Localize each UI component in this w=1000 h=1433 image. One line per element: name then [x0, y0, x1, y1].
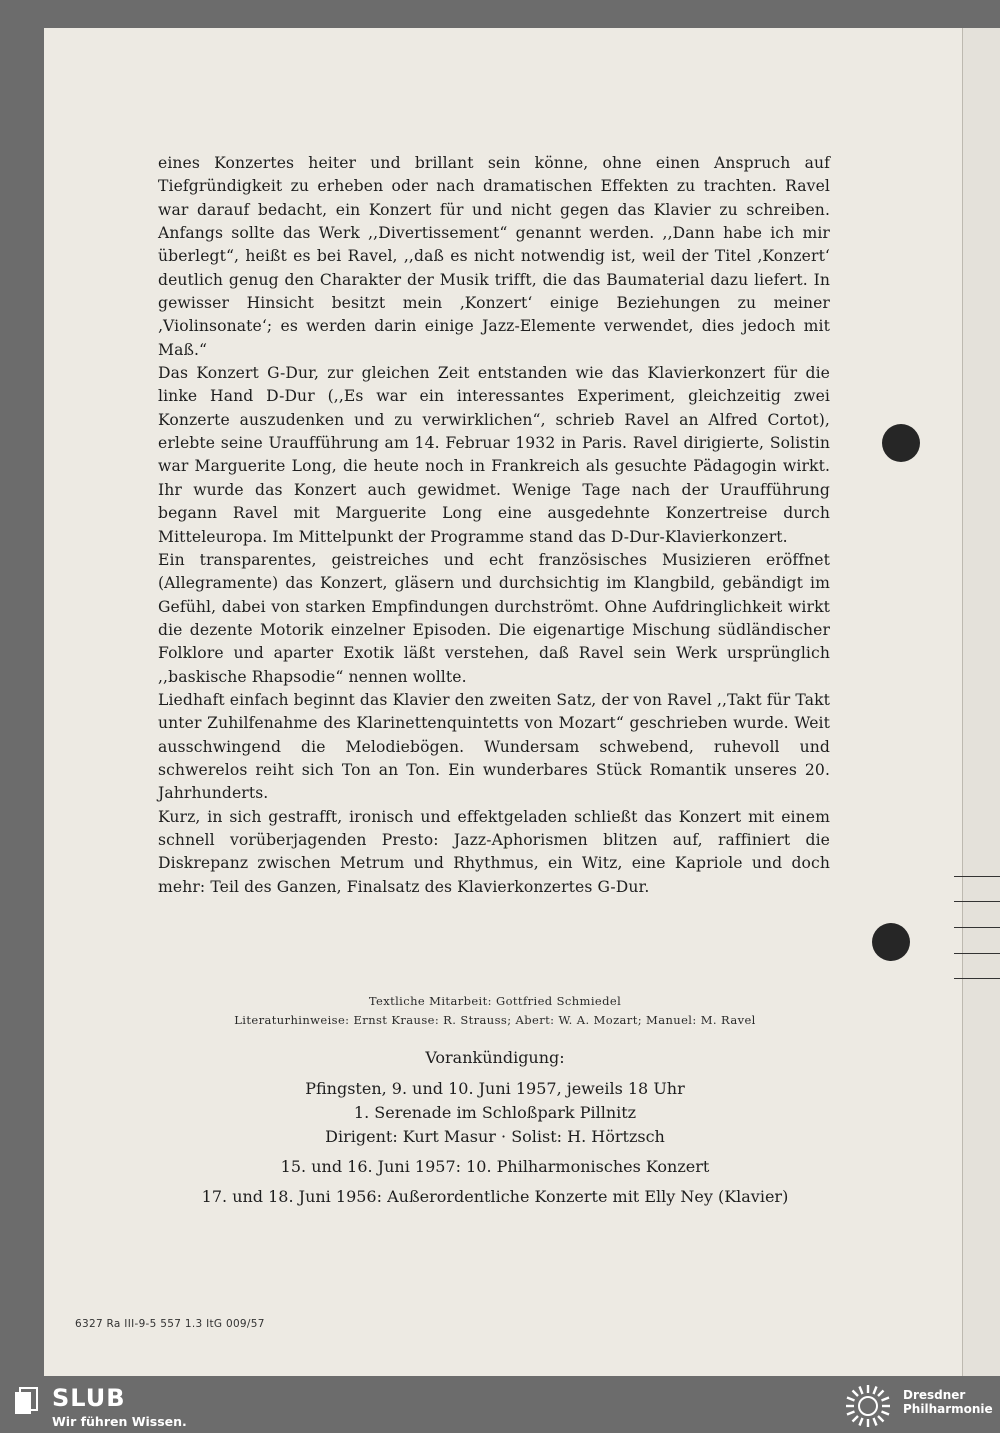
philharmonie-name: [903, 1388, 993, 1416]
footer-bar: [0, 1376, 1000, 1433]
event1-title: 1. Serenade im Schloßpark Pillnitz: [353, 1103, 637, 1122]
credits-block: [150, 992, 840, 1030]
paragraph: Kurz, in sich gestrafft, ironisch und effektgeladen schließt das Konzert mit einem schnell vorüberjagenden Presto: Jazz-Aphorismen blitzen auf, raffiniert die Diskrepanz zwischen Metrum und Rhythmus, ein Witz, eine Kapriole und doch mehr: Teil des Ganzen, Finalsatz des Klavierkonzertes G-Dur.: [158, 807, 830, 896]
article-body: [158, 152, 830, 899]
slub-logo-icon: [14, 1387, 38, 1415]
edge-mark-line: [954, 927, 1000, 928]
edge-mark-line: [954, 876, 1000, 877]
event1-people: Dirigent: Kurt Masur · Solist: H. Hörtzsch: [325, 1127, 665, 1146]
announcement-block: [150, 1048, 840, 1209]
punch-hole-top: [882, 424, 920, 462]
announcement-heading: Vorankündigung:: [425, 1048, 565, 1067]
edge-mark-line: [954, 978, 1000, 979]
paragraph: Das Konzert G-Dur, zur gleichen Zeit entstanden wie das Klavierkonzert für die linke Hand D-Dur (,,Es war ein interessantes Experiment, gleichzeitig zwei Konzerte auszudenken und zu verwirklichen“, schrieb Ravel an Alfred Cortot), erlebte seine Uraufführung am 14. Februar 1932 in Paris. Ravel dirigierte, Solistin war Marguerite Long, die heute noch in Frankreich als gesuchte Pädagogin wirkt. Ihr wurde das Konzert auch gewidmet. Wenige Tage nach der Uraufführung begann Ravel mit Marguerite Long eine ausgedehnte Konzertreise durch Mitteleuropa. Im Mittelpunkt der Programme stand das D-Dur-Klavierkonzert.: [158, 364, 830, 546]
next-page-edge: [962, 28, 1000, 1376]
philharmonie-name-line1: Dresdner: [903, 1388, 966, 1402]
philharmonie-logo-icon: [842, 1384, 894, 1428]
punch-hole-bottom: [872, 923, 910, 961]
paragraph: Ein transparentes, geistreiches und echt französisches Musizieren eröffnet (Allegramente) das Konzert, gläsern und durchsichtig im Klangbild, gebändigt im Gefühl, dabei von starken Empfindungen durchströmt. Ohne Aufdringlichkeit wirkt die dezente Motorik einzelner Episoden. Die eigenartige Mischung südländischer Folklore und aparter Exotik läßt verstehen, daß Ravel sein Werk ursprünglich ,,baskische Rhapsodie“ nennen wollte.: [158, 550, 830, 686]
paragraph: eines Konzertes heiter und brillant sein könne, ohne einen Anspruch auf Tiefgründigkeit zu erheben oder nach dramatischen Effekten zu trachten. Ravel war darauf bedacht, ein Konzert für und nicht gegen das Klavier zu schreiben. Anfangs sollte das Werk ,,Divertissement“ genannt werden. ,,Dann habe ich mir überlegt“, heißt es bei Ravel, ,,daß es nicht notwendig ist, weil der Titel ‚Konzert‘ deutlich genug den Charakter der Musik trifft, die das Baumaterial dazu liefert. In gewisser Hinsicht besitzt mein ‚Konzert‘ einige Beziehungen zu meiner ‚Violinsonate‘; es werden darin einige Jazz-Elemente verwendet, dies jedoch mit Maß.“: [158, 154, 830, 359]
literature-references: Literaturhinweise: Ernst Krause: R. Strauss; Abert: W. A. Mozart; Manuel: M. Ravel: [234, 1013, 756, 1027]
edge-mark-line: [954, 901, 1000, 902]
text-collaboration-credit: Textliche Mitarbeit: Gottfried Schmiedel: [368, 994, 622, 1008]
edge-mark-line: [954, 953, 1000, 954]
event1-date: Pfingsten, 9. und 10. Juni 1957, jeweils 18 Uhr: [305, 1079, 685, 1098]
print-code: 6327 Ra III-9-5 557 1.3 ItG 009/57: [75, 1318, 265, 1330]
slub-name: SLUB: [52, 1384, 126, 1412]
event2: 15. und 16. Juni 1957: 10. Philharmonisches Konzert: [280, 1157, 710, 1176]
slub-tagline: Wir führen Wissen.: [52, 1414, 187, 1429]
paragraph: Liedhaft einfach beginnt das Klavier den zweiten Satz, der von Ravel ,,Takt für Takt unter Zuhilfenahme des Klarinettenquintetts von Mozart“ geschrieben wurde. Weit ausschwingend die Melodiebögen. Wundersam schwebend, ruhevoll und schwerelos reiht sich Ton an Ton. Ein wunderbares Stück Romantik unseres 20. Jahrhunderts.: [158, 690, 831, 803]
philharmonie-name-line2: Philharmonie: [903, 1402, 993, 1416]
event3: 17. und 18. Juni 1956: Außerordentliche Konzerte mit Elly Ney (Klavier): [201, 1187, 789, 1206]
